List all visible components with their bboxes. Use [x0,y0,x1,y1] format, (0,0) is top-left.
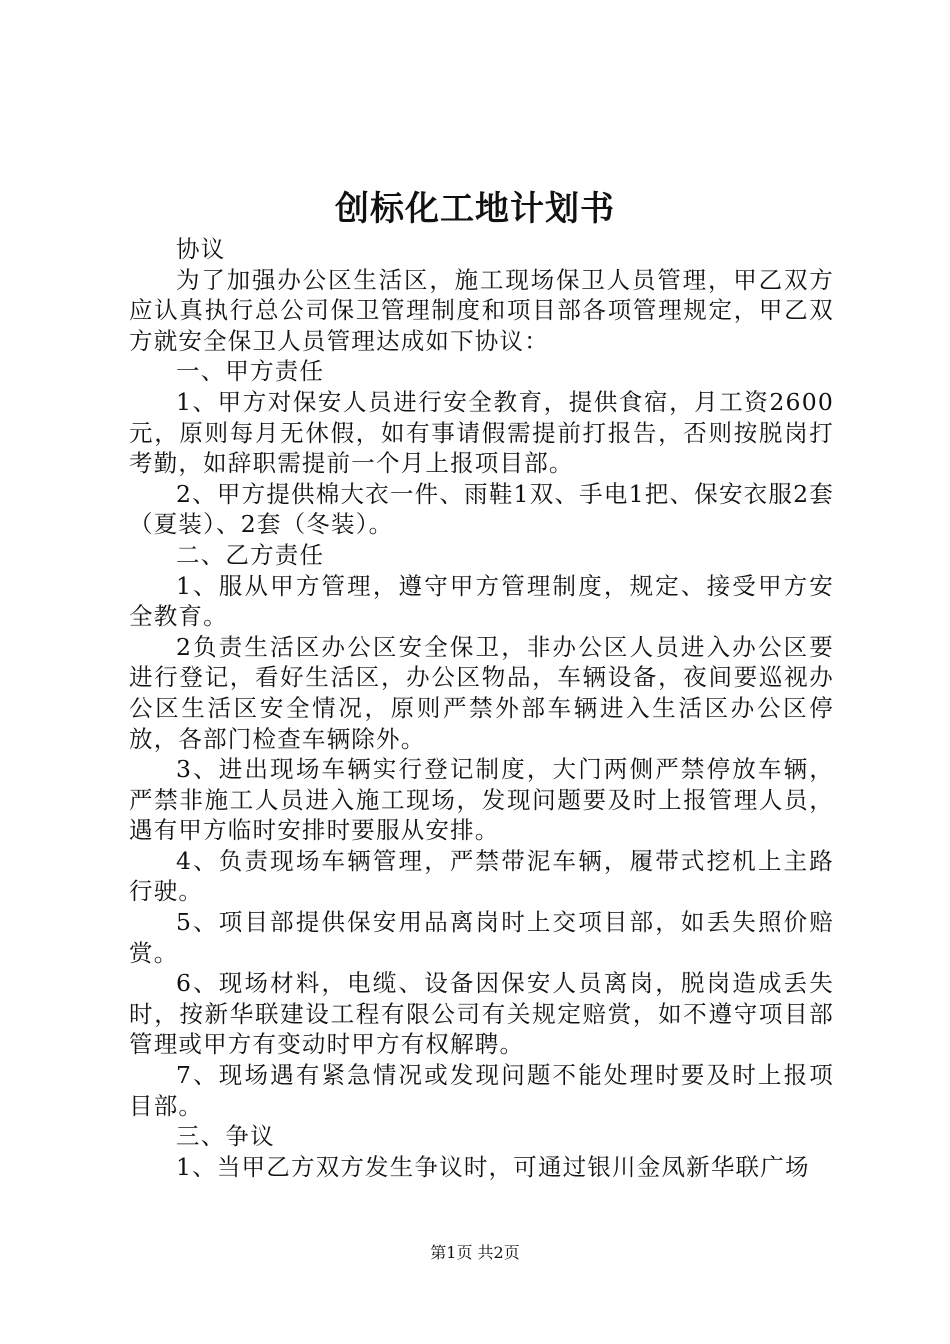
paragraph-party-b-item-5: 5、项目部提供保安用品离岗时上交项目部，如丢失照价赔赏。 [129,908,834,967]
document-title: 创标化工地计划书 [335,189,615,229]
paragraph-party-a-item-2: 2、甲方提供棉大衣一件、雨鞋1双、手电1把、保安衣服2套（夏装）、2套（冬装）。 [129,479,834,539]
paragraph-party-b-item-7: 7、现场遇有紧急情况或发现问题不能处理时要及时上报项目部。 [129,1061,834,1120]
paragraph-party-b-item-4: 4、负责现场车辆管理，严禁带泥车辆，履带式挖机上主路行驶。 [129,846,834,906]
paragraph-party-a-item-1: 1、甲方对保安人员进行安全教育，提供食宿，月工资2600元，原则每月无休假，如有事请假需提前打报告，否则按脱岗打考勤，如辞职需提前一个月上报项目部。 [129,387,834,478]
section-heading-party-b: 二、乙方责任 [176,540,325,569]
document-body [129,234,834,1182]
paragraph-intro: 为了加强办公区生活区，施工现场保卫人员管理，甲乙双方应认真执行总公司保卫管理制度和项目部各项管理规定，甲乙双方就安全保卫人员管理达成如下协议： [129,265,834,355]
page-footer: 第1页 共2页 [430,1243,520,1262]
paragraph-heading-agreement: 协议 [176,235,226,263]
paragraph-party-b-item-1: 1、服从甲方管理，遵守甲方管理制度，规定、接受甲方安全教育。 [129,571,834,631]
paragraph-party-b-item-3: 3、进出现场车辆实行登记制度，大门两侧严禁停放车辆，严禁非施工人员进入施工现场，发现问题要及时上报管理人员，遇有甲方临时安排时要服从安排。 [129,755,834,845]
section-heading-dispute: 三、争议 [176,1122,275,1151]
paragraph-party-b-item-2: 2负责生活区办公区安全保卫，非办公区人员进入办公区要进行登记，看好生活区，办公区物品，车辆设备，夜间要巡视办公区生活区安全情况，原则严禁外部车辆进入生活区办公区停放，各部门检查车辆除外。 [129,632,834,753]
paragraph-party-b-item-6: 6、现场材料，电缆、设备因保安人员离岗，脱岗造成丢失时，按新华联建设工程有限公司有关规定赔赏，如不遵守项目部管理或甲方有变动时甲方有权解聘。 [129,969,834,1059]
paragraph-dispute-item-1: 1、当甲乙方双方发生争议时，可通过银川金凤新华联广场 [176,1152,810,1181]
section-heading-party-a: 一、甲方责任 [176,357,325,386]
